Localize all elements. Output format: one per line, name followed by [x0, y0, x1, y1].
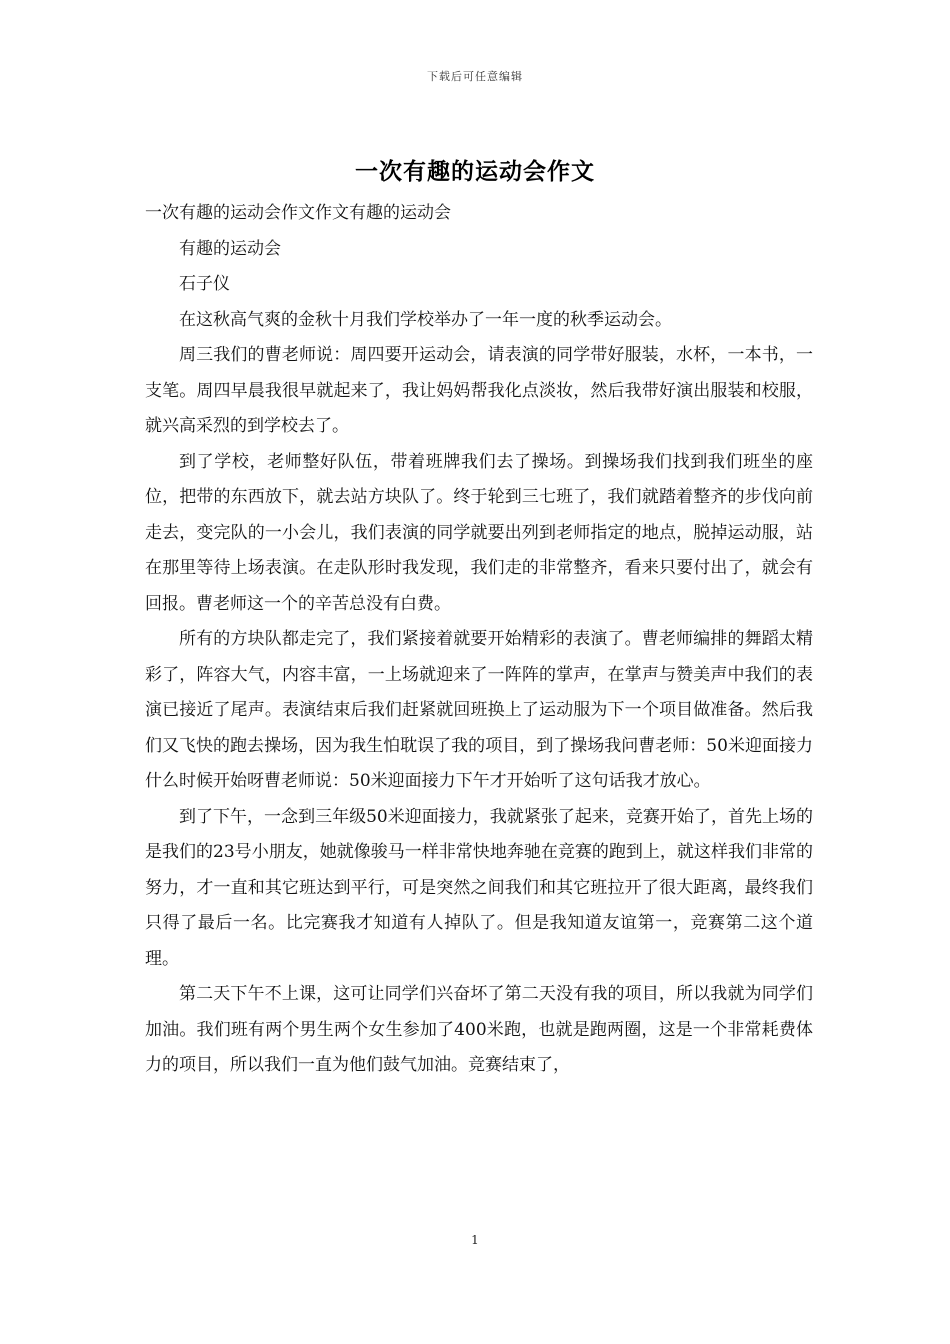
document-body	[145, 196, 813, 1084]
subtitle-line: 一次有趣的运动会作文作文有趣的运动会	[145, 203, 451, 223]
body-paragraph: 所有的方块队都走完了，我们紧接着就要开始精彩的表演了。曹老师编排的舞蹈太精彩了，阵容大气，内容丰富，一上场就迎来了一阵阵的掌声，在掌声与赞美声中我们的表演已接近了尾声。表演结束后我们赶紧就回班换上了运动服为下一个项目做准备。然后我们又飞快的跑去操场，因为我生怕耽误了我的项目，到了操场我问曹老师：50米迎面接力什么时候开始呀曹老师说：50米迎面接力下午才开始听了这句话我才放心。	[145, 629, 813, 791]
body-paragraph: 周三我们的曹老师说：周四要开运动会，请表演的同学带好服装，水杯，一本书，一支笔。周四早晨我很早就起来了，我让妈妈帮我化点淡妆，然后我带好演出服装和校服，就兴高采烈的到学校去了。	[145, 345, 813, 436]
document-title: 一次有趣的运动会作文	[355, 158, 595, 185]
essay-heading: 有趣的运动会	[179, 238, 281, 259]
body-paragraph: 到了下午，一念到三年级50米迎面接力，我就紧张了起来，竞赛开始了，首先上场的是我们的23号小朋友，她就像骏马一样非常快地奔驰在竞赛的跑到上，就这样我们非常的努力，才一直和其它班达到平行，可是突然之间我们和其它班拉开了很大距离，最终我们只得了最后一名。比完赛我才知道有人掉队了。但是我知道友谊第一，竞赛第二这个道理。	[145, 806, 813, 969]
body-paragraph: 第二天下午不上课，这可让同学们兴奋坏了第二天没有我的项目，所以我就为同学们加油。我们班有两个男生两个女生参加了400米跑，也就是跑两圈，这是一个非常耗费体力的项目，所以我们一直为他们鼓气加油。竞赛结束了，	[145, 984, 813, 1075]
author-name: 石子仪	[179, 274, 230, 294]
page-header-note: 下载后可任意编辑	[427, 70, 523, 83]
body-paragraph: 到了学校，老师整好队伍，带着班牌我们去了操场。到操场我们找到我们班坐的座位，把带的东西放下，就去站方块队了。终于轮到三七班了，我们就踏着整齐的步伐向前走去，变完队的一小会儿，我们表演的同学就要出列到老师指定的地点，脱掉运动服，站在那里等待上场表演。在走队形时我发现，我们走的非常整齐，看来只要付出了，就会有回报。曹老师这一个的辛苦总没有白费。	[145, 451, 813, 614]
page-number: 1	[471, 1233, 479, 1247]
body-paragraph: 在这秋高气爽的金秋十月我们学校举办了一年一度的秋季运动会。	[179, 309, 672, 330]
